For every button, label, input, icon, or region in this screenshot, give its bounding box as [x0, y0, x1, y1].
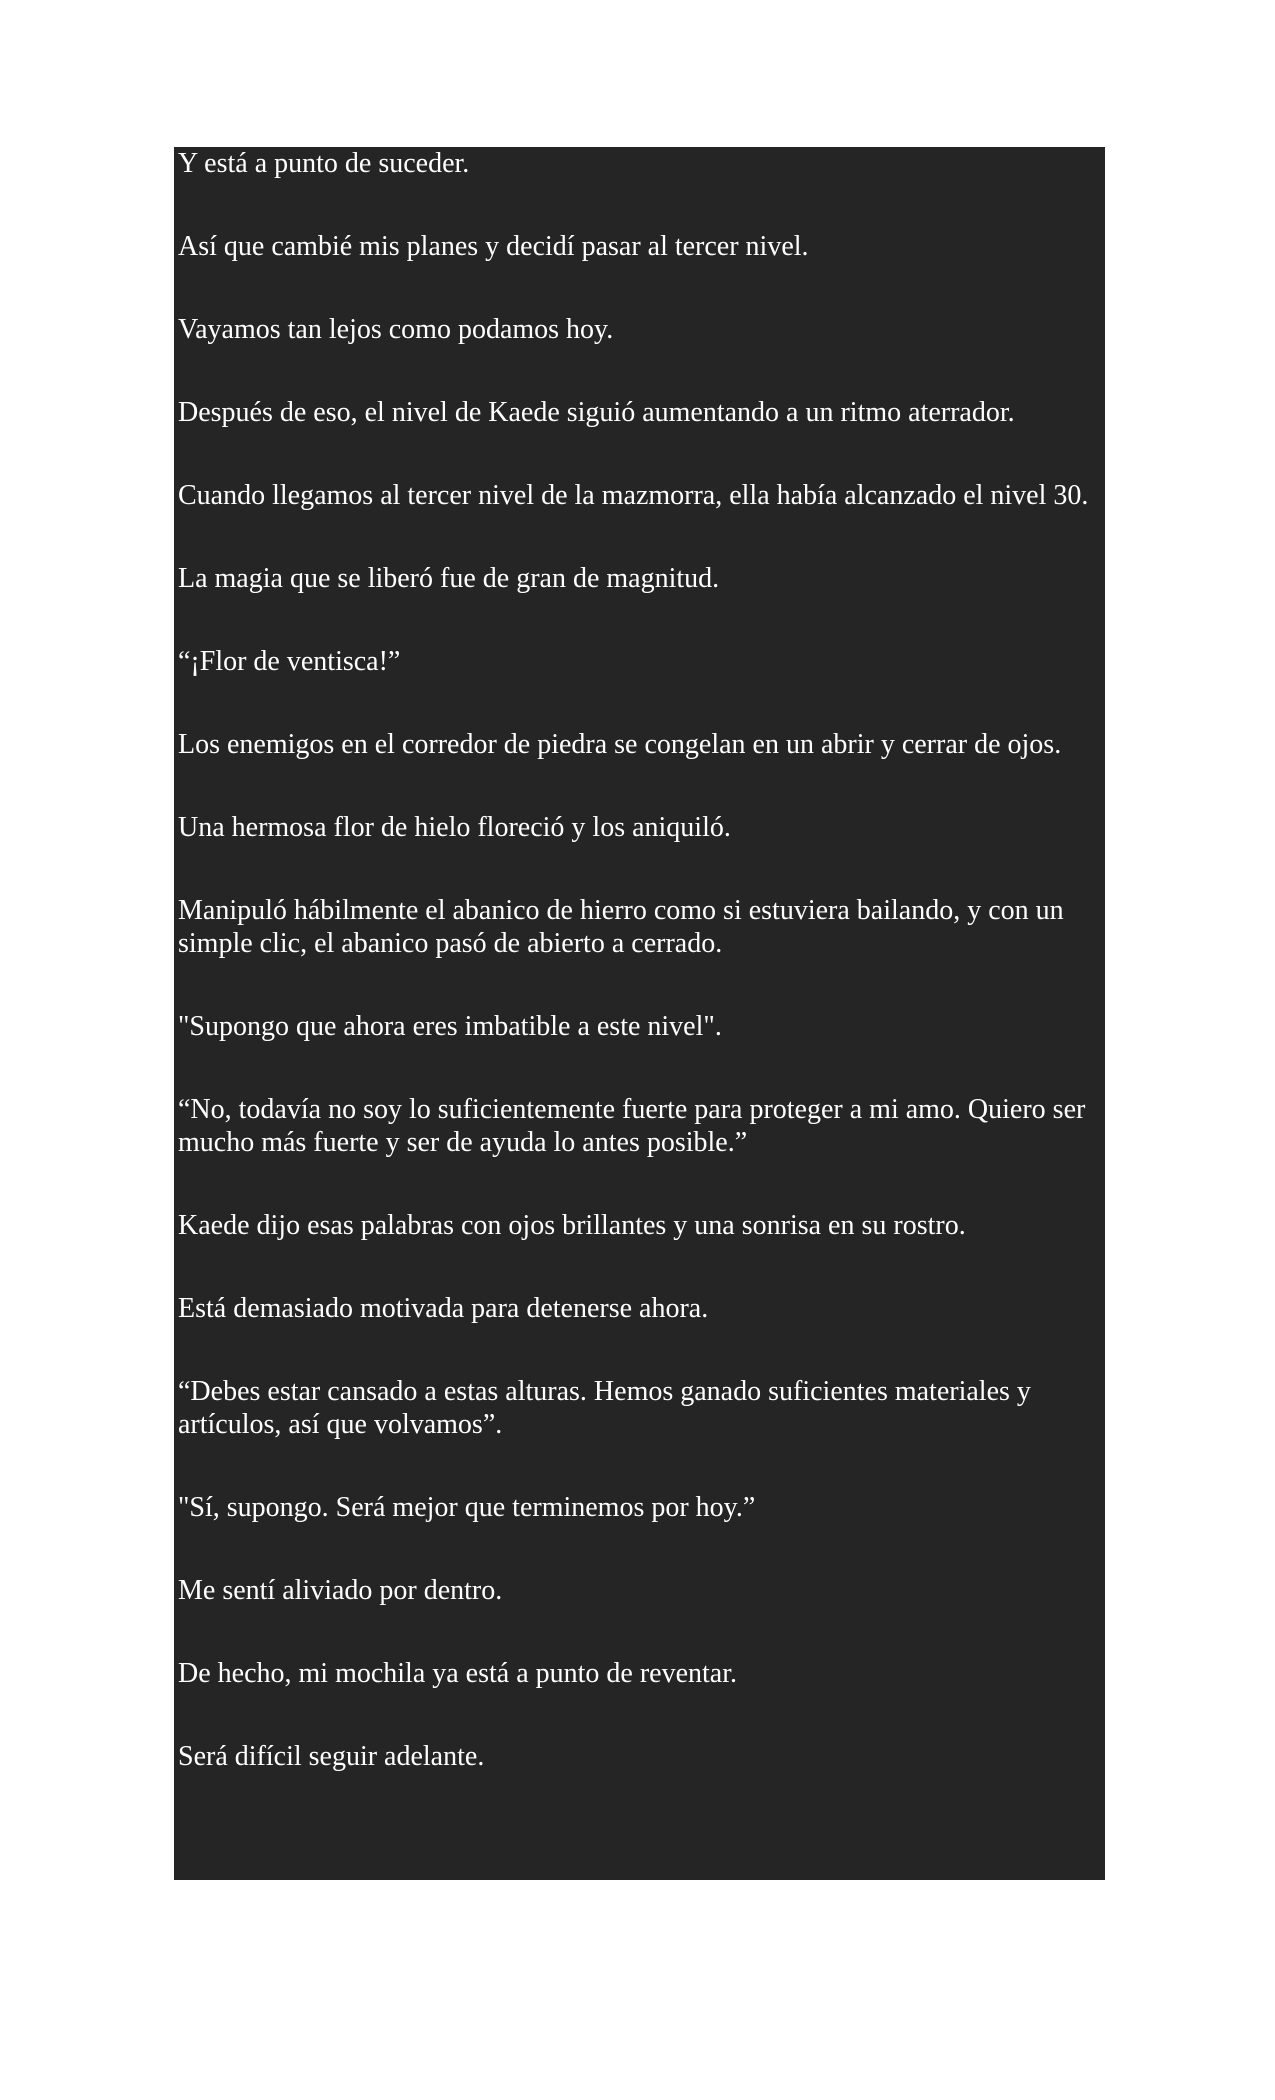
text-panel [174, 147, 1105, 1880]
paragraph-2: Así que cambié mis planes y decidí pasar al tercer nivel. [178, 231, 809, 262]
paragraph-4: Después de eso, el nivel de Kaede siguió aumentando a un ritmo aterrador. [178, 397, 1015, 428]
paragraph-5: Cuando llegamos al tercer nivel de la mazmorra, ella había alcanzado el nivel 30. [178, 480, 1089, 511]
paragraph-11: "Supongo que ahora eres imbatible a este nivel". [178, 1011, 722, 1042]
paragraph-13: Kaede dijo esas palabras con ojos brillantes y una sonrisa en su rostro. [178, 1210, 966, 1241]
paragraph-10: Manipuló hábilmente el abanico de hierro como si estuviera bailando, y con un simple clic, el abanico pasó de abierto a cerrado. [178, 895, 1064, 959]
paragraph-3: Vayamos tan lejos como podamos hoy. [178, 314, 614, 345]
paragraph-16: "Sí, supongo. Será mejor que terminemos por hoy.” [178, 1492, 756, 1523]
paragraph-1: Y está a punto de suceder. [178, 148, 470, 179]
paragraph-18: De hecho, mi mochila ya está a punto de reventar. [178, 1658, 738, 1689]
paragraph-7: “¡Flor de ventisca!” [178, 646, 401, 677]
paragraph-12: “No, todavía no soy lo suficientemente fuerte para proteger a mi amo. Quiero ser mucho más fuerte y ser de ayuda lo antes posible.” [178, 1094, 1086, 1158]
paragraph-19: Será difícil seguir adelante. [178, 1741, 485, 1772]
paragraph-6: La magia que se liberó fue de gran de magnitud. [178, 563, 720, 594]
paragraph-17: Me sentí aliviado por dentro. [178, 1575, 503, 1606]
paragraph-8: Los enemigos en el corredor de piedra se congelan en un abrir y cerrar de ojos. [178, 729, 1062, 760]
paragraph-9: Una hermosa flor de hielo floreció y los aniquiló. [178, 812, 731, 843]
paragraph-14: Está demasiado motivada para detenerse ahora. [178, 1293, 709, 1324]
paragraph-15: “Debes estar cansado a estas alturas. Hemos ganado suficientes materiales y artículos, así que volvamos”. [178, 1376, 1031, 1440]
